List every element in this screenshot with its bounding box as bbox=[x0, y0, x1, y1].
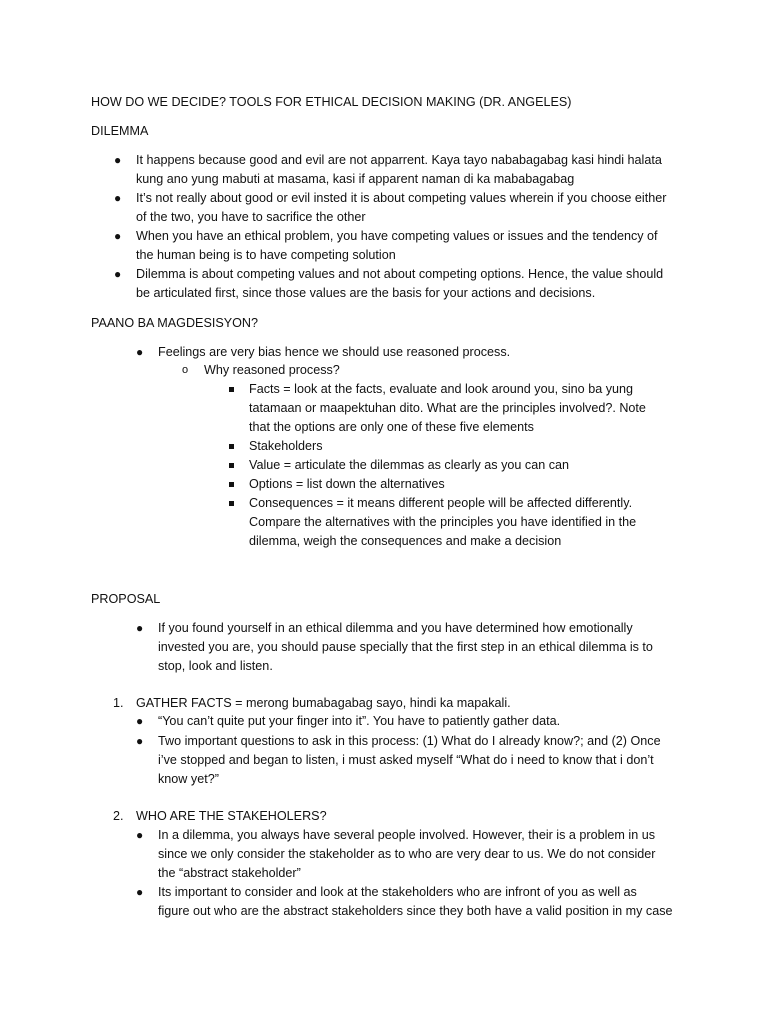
list-item-line: that the options are only one of these five elements bbox=[249, 420, 534, 434]
list-item-line: know yet?” bbox=[158, 772, 219, 786]
list-item-line: Stakeholders bbox=[249, 439, 323, 453]
list-item-line: Dilemma is about competing values and not about competing options. Hence, the value should bbox=[136, 267, 664, 281]
bullet-icon: ● bbox=[114, 191, 122, 205]
list-item-line: dilemma, weigh the consequences and make a decision bbox=[249, 534, 562, 548]
square-bullet-icon bbox=[229, 482, 234, 487]
list-item-line: It happens because good and evil are not apparrent. Kaya tayo nababagabag kasi hindi halata bbox=[136, 153, 662, 167]
list-item-line: tatamaan or maapektuhan dito. What are the principles involved?. Note bbox=[249, 401, 646, 415]
square-bullet-icon bbox=[229, 387, 234, 392]
bullet-icon: ● bbox=[136, 345, 144, 359]
bullet-icon: ● bbox=[136, 621, 144, 635]
numbered-heading-stakeholders: WHO ARE THE STAKEHOLERS? bbox=[136, 809, 327, 823]
list-number: 2. bbox=[113, 809, 124, 823]
bullet-icon: ● bbox=[114, 267, 122, 281]
circle-bullet-icon: o bbox=[182, 364, 189, 376]
square-bullet-icon bbox=[229, 444, 234, 449]
list-item-line: Two important questions to ask in this process: (1) What do I already know?; and (2) Once bbox=[158, 734, 661, 748]
list-item-line: kung ano yung mabuti at masama, kasi if apparent naman di ka mababagabag bbox=[136, 172, 575, 186]
document-title: HOW DO WE DECIDE? TOOLS FOR ETHICAL DECISION MAKING (DR. ANGELES) bbox=[91, 95, 572, 109]
list-item-line: the “abstract stakeholder” bbox=[158, 866, 301, 880]
bullet-icon: ● bbox=[114, 153, 122, 167]
list-item-line: i’ve stopped and began to listen, i must asked myself “What do i need to know that i don’t bbox=[158, 753, 654, 767]
list-item-line: be articulated first, since those values are the basis for your actions and decisions. bbox=[136, 286, 596, 300]
numbered-heading-gather-facts: GATHER FACTS = merong bumabagabag sayo, hindi ka mapakali. bbox=[136, 696, 511, 710]
square-bullet-icon bbox=[229, 501, 234, 506]
list-item-line: Feelings are very bias hence we should use reasoned process. bbox=[158, 345, 511, 359]
list-item-line: Consequences = it means different people will be affected differently. bbox=[249, 496, 633, 510]
list-number: 1. bbox=[113, 696, 124, 710]
list-item-line: of the two, you have to sacrifice the other bbox=[136, 210, 366, 224]
section-heading-paano: PAANO BA MAGDESISYON? bbox=[91, 316, 259, 330]
list-item-line: invested you are, you should pause specially that the first step in an ethical dilemma is to bbox=[158, 640, 653, 654]
bullet-icon: ● bbox=[136, 828, 144, 842]
list-item-line: In a dilemma, you always have several people involved. However, their is a problem in us bbox=[158, 828, 656, 842]
list-item-line: Its important to consider and look at the stakeholders who are infront of you as well as bbox=[158, 885, 637, 899]
bullet-icon: ● bbox=[136, 734, 144, 748]
list-item-line: Options = list down the alternatives bbox=[249, 477, 445, 491]
list-item-line: It’s not really about good or evil insted it is about competing values wherein if you choose either bbox=[136, 191, 667, 205]
sub-item-label: Why reasoned process? bbox=[204, 363, 340, 377]
list-item-line: “You can’t quite put your finger into it”. You have to patiently gather data. bbox=[158, 714, 561, 728]
list-item-line: the human being is to have competing solution bbox=[136, 248, 396, 262]
bullet-icon: ● bbox=[136, 714, 144, 728]
section-heading-proposal: PROPOSAL bbox=[91, 592, 161, 606]
list-item-line: Compare the alternatives with the principles you have identified in the bbox=[249, 515, 637, 529]
list-item-line: stop, look and listen. bbox=[158, 659, 273, 673]
square-bullet-icon bbox=[229, 463, 234, 468]
list-item-line: Value = articulate the dilemmas as clearly as you can can bbox=[249, 458, 570, 472]
list-item-line: figure out who are the abstract stakeholders since they both have a valid position in my case bbox=[158, 904, 673, 918]
list-item-line: If you found yourself in an ethical dilemma and you have determined how emotionally bbox=[158, 621, 633, 635]
list-item-line: Facts = look at the facts, evaluate and look around you, sino ba yung bbox=[249, 382, 634, 396]
bullet-icon: ● bbox=[114, 229, 122, 243]
list-item-line: When you have an ethical problem, you have competing values or issues and the tendency of bbox=[136, 229, 658, 243]
list-item-line: since we only consider the stakeholder as to who are very dear to us. We do not consider bbox=[158, 847, 656, 861]
section-heading-dilemma: DILEMMA bbox=[91, 124, 149, 138]
bullet-icon: ● bbox=[136, 885, 144, 899]
